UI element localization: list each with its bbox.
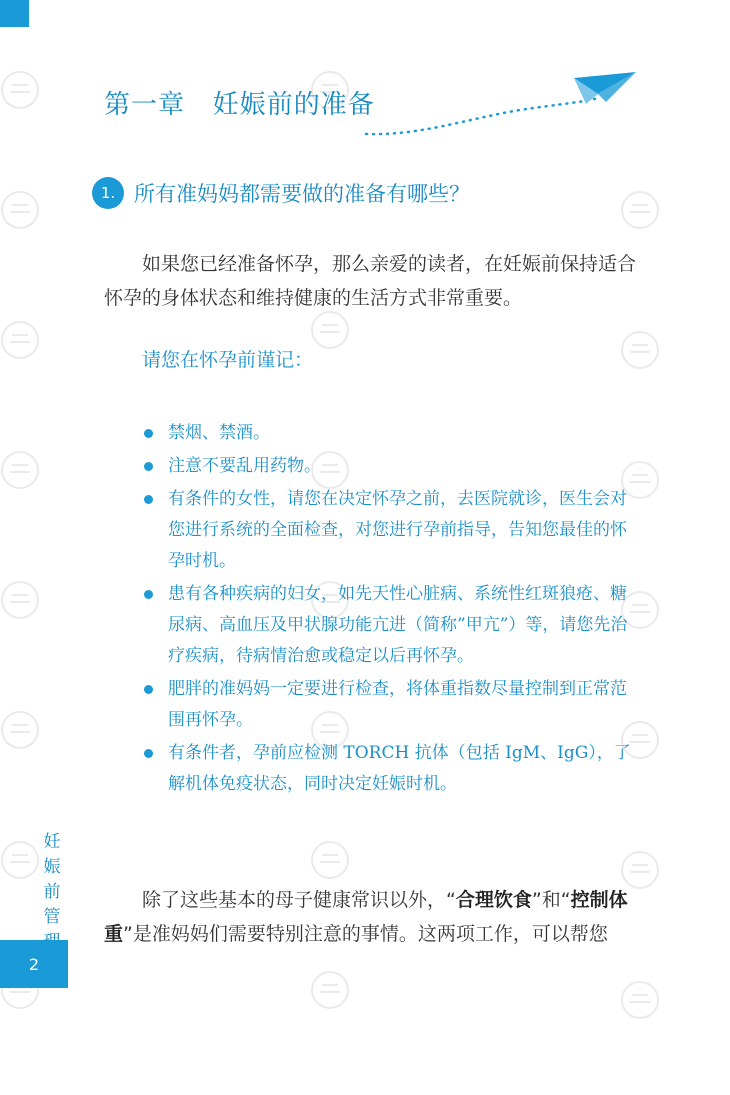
list-item (142, 418, 642, 449)
list-item (142, 738, 642, 800)
closing-text-1: 除了这些基本的母子健康常识以外，“ (142, 889, 456, 911)
page-number: 2 (28, 954, 40, 974)
bullet-dot (144, 495, 153, 504)
paper-plane-icon (360, 66, 640, 142)
list-item-text: 有条件者，孕前应检测 TORCH 抗体（包括 IgM、IgG），了解机体免疫状态，同时决定妊娠时机。 (168, 743, 631, 794)
chapter-title: 第一章 妊娠前的准备 (104, 90, 375, 120)
page-number-box (0, 940, 68, 988)
keyword-healthy-diet: 合理饮食 (455, 889, 532, 911)
bullet-dot (144, 749, 153, 758)
keyword-weight-control: 控制体重 (104, 889, 628, 945)
checklist (142, 418, 642, 802)
list-item-text: 注意不要乱用药物。 (168, 456, 321, 476)
list-item (142, 579, 642, 672)
bullet-dot (144, 590, 153, 599)
list-item (142, 674, 642, 736)
list-item (142, 484, 642, 577)
question-title: 所有准妈妈都需要做的准备有哪些？ (134, 182, 470, 206)
bullet-dot (144, 429, 153, 438)
intro-paragraph: 如果您已经准备怀孕，那么亲爱的读者，在妊娠前保持适合怀孕的身体状态和维持健康的生活方式非常重要。 (104, 253, 637, 309)
bullet-dot (144, 685, 153, 694)
list-item-text: 禁烟、禁酒。 (168, 423, 270, 443)
bullet-dot (144, 462, 153, 471)
list-item (142, 451, 642, 482)
closing-text-3: ”是准妈妈们需要特别注意的事情。这两项工作，可以帮您 (123, 923, 608, 945)
list-item-text: 肥胖的准妈妈一定要进行检查，将体重指数尽量控制到正常范围再怀孕。 (168, 679, 627, 730)
remember-heading: 请您在怀孕前谨记： (142, 349, 314, 371)
closing-text-2: ”和“ (531, 889, 571, 911)
closing-paragraph (104, 883, 654, 951)
corner-tab (0, 0, 29, 27)
list-item-text: 患有各种疾病的妇女，如先天性心脏病、系统性红斑狼疮、糖尿病、高血压及甲状腺功能亢进（简称”甲亢”）等，请您先治疗疾病，待病情治愈或稳定以后再怀孕。 (168, 584, 628, 666)
section-side-label: 妊娠前管 (43, 832, 61, 927)
question-heading (92, 176, 470, 210)
question-number-badge: 1. (92, 177, 124, 209)
list-item-text: 有条件的女性，请您在决定怀孕之前，去医院就诊，医生会对您进行系统的全面检查，对您进行孕前指导，告知您最佳的怀孕时机。 (168, 489, 627, 571)
